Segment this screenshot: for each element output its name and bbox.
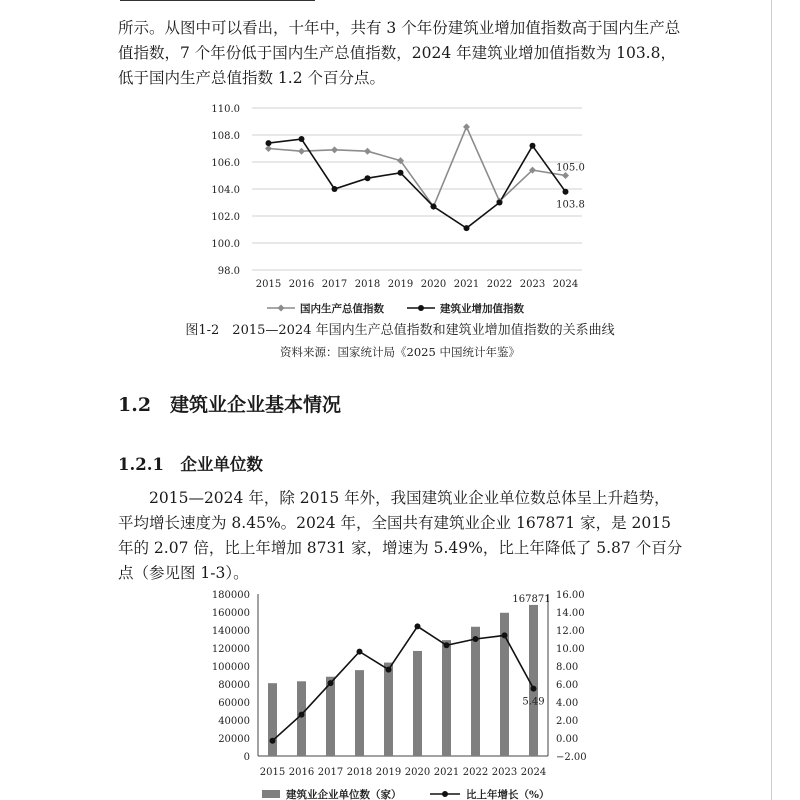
x-tick-label: 2016 [288,767,315,778]
growth-point [473,636,479,642]
y-right-tick-label: 0.00 [556,734,579,745]
y-left-tick-label: 100000 [211,662,250,673]
data-point-diamond [463,123,470,130]
page-edge [771,0,772,800]
y-tick-label: 106.0 [211,158,240,169]
y-right-tick-label: 14.00 [556,608,585,619]
growth-point [386,667,392,673]
bar [529,605,538,756]
x-tick-label: 2022 [462,767,489,778]
legend-marker [442,791,448,797]
y-right-tick-label: 8.00 [556,662,579,673]
y-left-tick-label: 0 [243,752,250,763]
y-right-tick-label: 16.00 [556,590,585,601]
bar [442,640,451,756]
bar [471,627,480,756]
y-right-tick-label: 4.00 [556,698,579,709]
data-label: 5.49 [522,696,545,708]
data-point-circle [497,200,503,206]
x-tick-label: 2019 [387,279,414,290]
data-label: 105.0 [556,162,585,174]
x-tick-label: 2015 [259,767,286,778]
legend-label: 国内生产总值指数 [300,303,384,315]
y-left-tick-label: 80000 [218,680,250,691]
y-tick-label: 110.0 [211,104,240,115]
growth-point [299,712,305,718]
x-tick-label: 2017 [321,279,348,290]
data-point-circle [464,225,470,231]
bar [326,677,335,756]
x-tick-label: 2023 [519,279,546,290]
data-point-diamond [331,146,338,153]
bar [297,681,306,756]
y-right-tick-label: 2.00 [556,716,579,727]
y-tick-label: 102.0 [211,212,240,223]
data-point-diamond [364,148,371,155]
legend-label: 建筑业企业单位数（家） [286,789,402,800]
y-left-tick-label: 180000 [211,590,250,601]
y-tick-label: 100.0 [211,239,240,250]
y-left-tick-label: 140000 [211,626,250,637]
y-tick-label: 108.0 [211,131,240,142]
y-left-tick-label: 60000 [218,698,250,709]
x-tick-label: 2015 [255,279,282,290]
legend-label: 建筑业增加值指数 [440,303,524,315]
y-left-tick-label: 160000 [211,608,250,619]
x-tick-label: 2021 [433,767,460,778]
data-point-circle [431,204,437,210]
section-heading: 1.2 建筑业企业基本情况 [118,394,342,416]
y-left-tick-label: 120000 [211,644,250,655]
y-tick-label: 98.0 [217,266,240,277]
figure-1-2-source: 资料来源：国家统计局《2025 中国统计年鉴》 [280,345,520,359]
data-point-circle [266,140,272,146]
data-point-circle [365,175,371,181]
legend-label: 比上年增长（%） [466,789,550,800]
x-tick-label: 2024 [552,279,579,290]
data-point-circle [299,136,305,142]
data-point-circle [530,143,536,149]
subsection-heading: 1.2.1 企业单位数 [118,455,263,474]
growth-point [357,649,363,655]
data-label: 103.8 [556,199,585,211]
bar [355,670,364,756]
intro-paragraph: 所示。从图中可以看出，十年中，共有 3 个年份建筑业增加值指数高于国内生产总值指数，7 个年份低于国内生产总值指数，2024 年建筑业增加值指数为 103.8，低于国内生产总值指数 1.2 个百分点。 [118,19,681,87]
legend-marker [418,305,424,311]
figure-1-2-caption: 图1-2 2015—2024 年国内生产总值指数和建筑业增加值指数的关系曲线 [185,323,615,338]
x-tick-label: 2020 [404,767,431,778]
y-right-tick-label: 12.00 [556,626,585,637]
y-left-tick-label: 40000 [218,716,250,727]
x-tick-label: 2017 [317,767,344,778]
growth-point [531,686,537,692]
y-tick-label: 104.0 [211,185,240,196]
growth-point [415,623,421,629]
growth-point [270,738,276,744]
x-tick-label: 2018 [354,279,381,290]
y-right-tick-label: 6.00 [556,680,579,691]
growth-point [328,680,334,686]
legend-marker [278,305,285,312]
x-tick-label: 2021 [453,279,480,290]
bar [384,663,393,756]
legend-bar-swatch [262,790,280,798]
y-right-tick-label: −2.00 [556,752,587,763]
growth-point [502,632,508,638]
growth-point [444,642,450,648]
units-paragraph: 2015—2024 年，除 2015 年外，我国建筑业企业单位数总体呈上升趋势，平均增长速度为 8.45%。2024 年，全国共有建筑业企业 167871 家，是 2015 年的 2.07 倍，比上年增加 8731 家，增速为 5.49%，比上年降低了 5.87 个百分点（参见图 1-3）。 [118,489,683,582]
data-point-circle [332,186,338,192]
x-tick-label: 2023 [491,767,518,778]
data-label: 167871 [512,593,551,605]
enterprise-units-chart [190,584,610,800]
y-left-tick-label: 20000 [218,734,250,745]
data-point-circle [563,189,569,195]
x-tick-label: 2019 [375,767,402,778]
x-tick-label: 2022 [486,279,513,290]
y-right-tick-label: 10.00 [556,644,585,655]
growth-line [273,626,534,740]
data-point-circle [398,170,404,176]
x-tick-label: 2024 [520,767,547,778]
x-tick-label: 2020 [420,279,447,290]
bar [268,683,277,756]
gdp-construction-index-chart [180,96,620,321]
bar [413,651,422,756]
x-tick-label: 2018 [346,767,373,778]
top-rule [120,0,315,1]
x-tick-label: 2016 [288,279,315,290]
data-point-diamond [298,148,305,155]
